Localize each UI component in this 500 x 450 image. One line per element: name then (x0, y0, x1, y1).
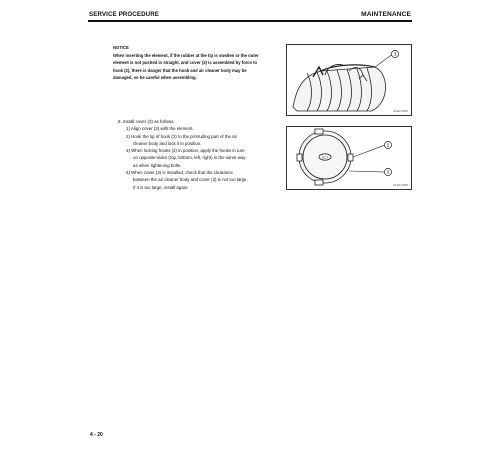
figure-cover-installed (286, 126, 412, 190)
section-header-left: SERVICE PROCEDURE (89, 11, 160, 18)
figure-number: SLE0 0056 (393, 109, 408, 113)
step-line: on opposite sides (top, bottom, left, right) in the same way (133, 155, 246, 161)
notice-line: When inserting the element, if the rubber at the tip is swollen or the outer (113, 52, 259, 58)
step-line: between the air cleaner body and cover (3) is not too large. (133, 177, 248, 183)
notice-line: hook (2), there is danger that the hook and air cleaner body may be (113, 67, 247, 73)
step-line: 3) When locking hooks (2) in position, apply the hooks in turn (126, 148, 245, 154)
figure-element-insertion (286, 44, 412, 116)
figure-number: SLE0 0055 (393, 183, 408, 187)
cover-label: OUT (321, 155, 329, 160)
step-line: 1) Align cover (3) with the element. (126, 126, 194, 132)
step-line: 4) When cover (3) is installed, check that the clearance (126, 170, 233, 176)
step-line: as when tightening bolts. (133, 162, 182, 168)
callout-label-top: 2 (386, 142, 390, 148)
step-heading: 8. Install cover (3) as follows. (118, 119, 175, 124)
notice-title: NOTICE (113, 45, 129, 50)
notice-block (113, 44, 271, 82)
step-line: If it is too large, install again. (133, 184, 189, 190)
callout-label-bottom: 3 (386, 169, 390, 175)
install-steps (118, 118, 276, 191)
air-cleaner-element-illustration (287, 45, 411, 115)
page-number: 4 - 20 (90, 432, 103, 438)
notice-line: damaged, so be careful when assembling. (113, 75, 197, 81)
step-line: 2) Hook the tip of hook (2) to the protruding part of the air (126, 133, 238, 139)
section-header-right: MAINTENANCE (361, 11, 411, 18)
step-line: cleaner body and lock it in position. (133, 140, 202, 146)
air-cleaner-cover-illustration (287, 127, 411, 189)
header-rule (88, 20, 412, 22)
notice-line: element is not pushed in straight, and cover (3) is assembled by force to (113, 60, 258, 66)
callout-label: 3 (393, 51, 397, 57)
